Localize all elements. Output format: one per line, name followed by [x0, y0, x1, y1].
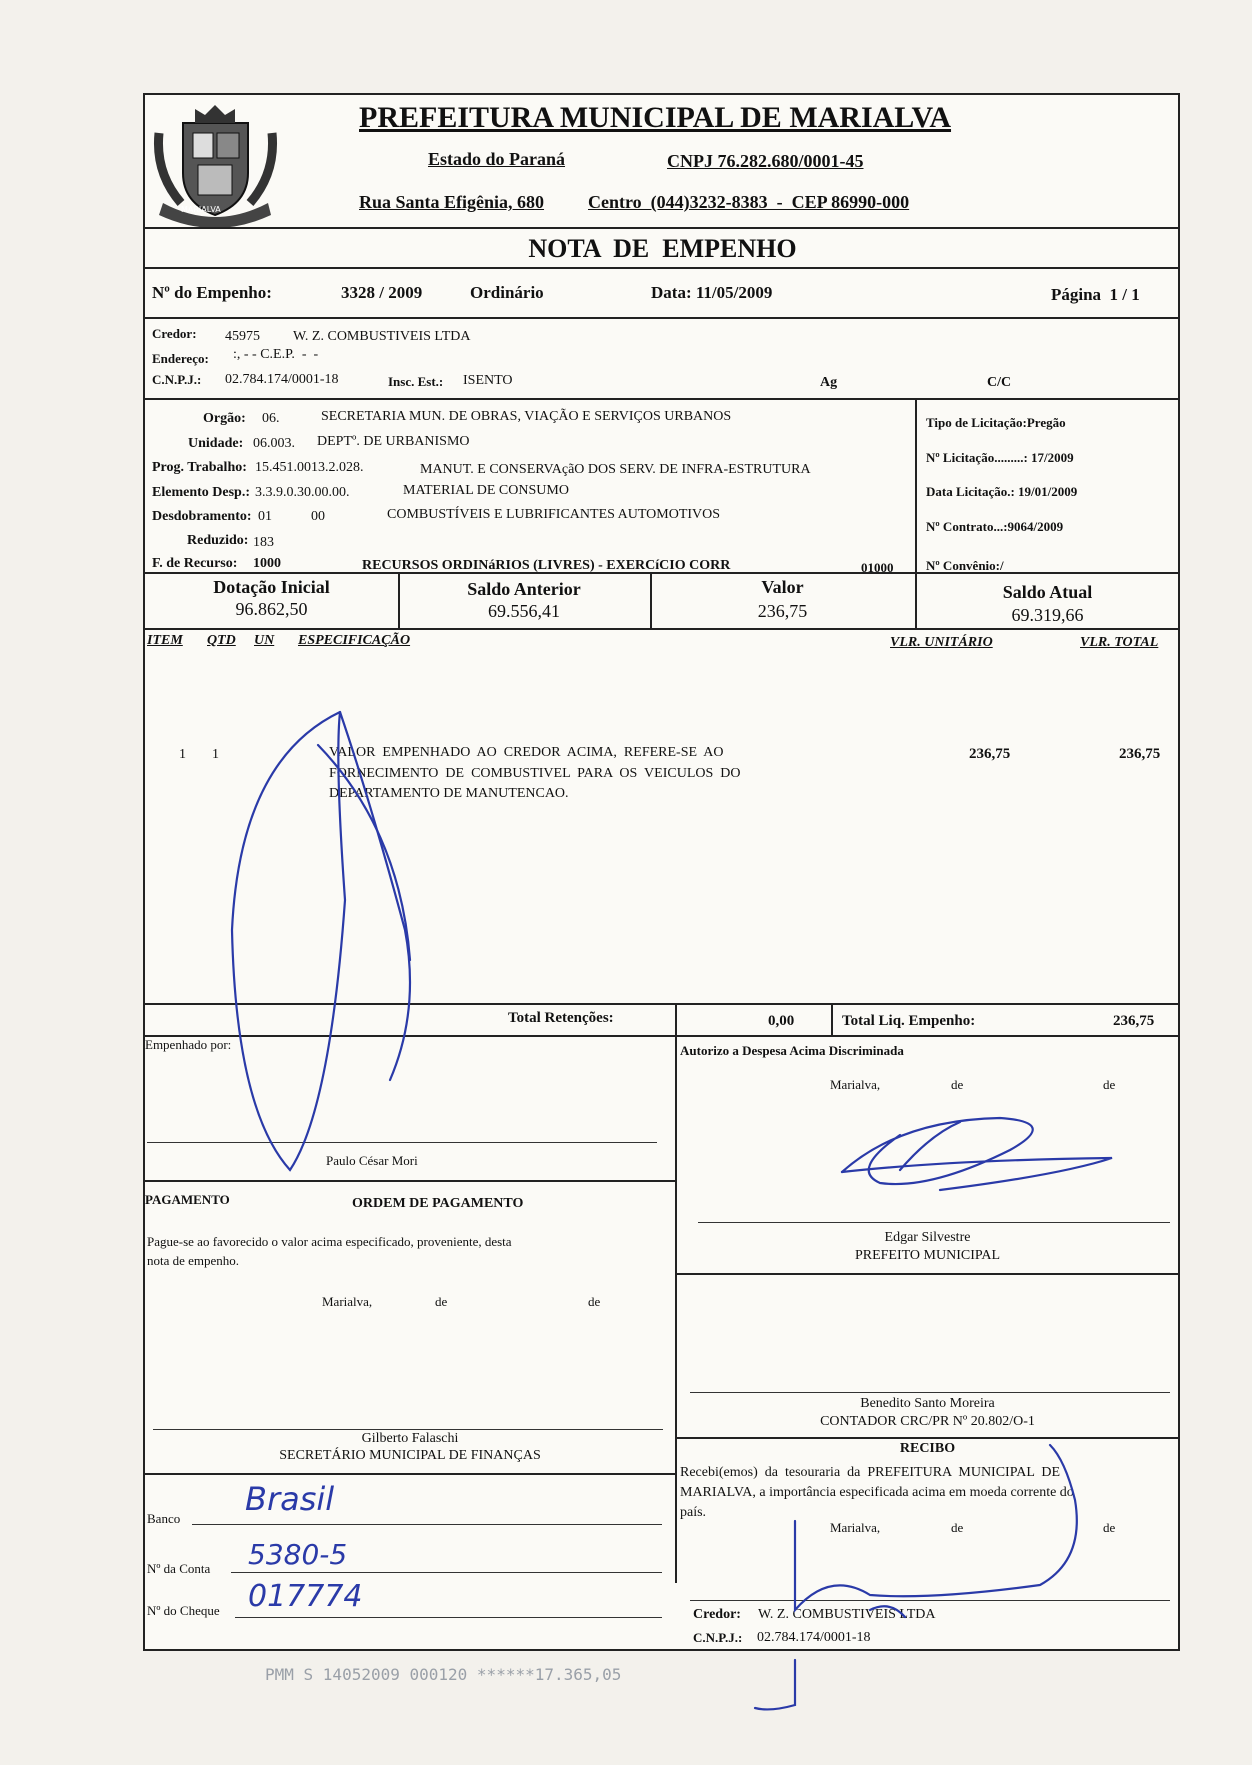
autorizo-city: Marialva,: [830, 1077, 881, 1092]
empenhado-label: Empenhado por:: [145, 1037, 232, 1052]
pagamento-text-1: Pague-se ao favorecido o valor acima especificado, proveniente, desta: [147, 1234, 512, 1249]
empenho-number: 3328 / 2009: [341, 283, 423, 302]
nota-de-empenho-form: [143, 93, 1180, 1651]
endereco-label: Endereço:: [152, 351, 209, 366]
conta-handwritten: 5380-5: [248, 1538, 348, 1571]
secretario-name: Gilberto Falaschi: [361, 1431, 459, 1446]
recibo-text-3: país.: [680, 1505, 707, 1520]
recibo-text-1: Recebi(emos) da tesouraria da PREFEITURA MUNICIPAL DE: [680, 1465, 1061, 1480]
col-qtd: QTD: [207, 633, 236, 648]
cheque-handwritten: 017774: [248, 1579, 363, 1614]
col-vlr-unitario: VLR. UNITÁRIO: [890, 635, 993, 650]
orgao-code: 06.: [262, 411, 280, 426]
cheque-label: Nº do Cheque: [147, 1603, 220, 1618]
item-desc-line-2: FORNECIMENTO DE COMBUSTIVEL PARA OS VEICULOS DO: [329, 766, 741, 781]
prefeito-name: Edgar Silvestre: [884, 1230, 971, 1245]
page-title: PREFEITURA MUNICIPAL DE MARIALVA: [359, 101, 952, 134]
recibo-cnpj-value: 02.784.174/0001-18: [757, 1630, 871, 1645]
numero-contrato: Nº Contrato...:9064/2009: [926, 519, 1064, 534]
empenho-date: Data: 11/05/2009: [651, 283, 773, 302]
secretario-role: SECRETÁRIO MUNICIPAL DE FINANÇAS: [279, 1448, 541, 1463]
autorizo-de-2: de: [1103, 1077, 1116, 1092]
numero-convenio: Nº Convênio:/: [926, 558, 1004, 573]
recibo-cnpj-label: C.N.P.J.:: [693, 1630, 743, 1645]
insc-value: ISENTO: [463, 373, 513, 388]
recibo-label: RECIBO: [899, 1441, 956, 1456]
document-title: NOTA DE EMPENHO: [528, 234, 797, 263]
total-retencoes-value: 0,00: [768, 1013, 795, 1029]
autorizo-label: Autorizo a Despesa Acima Discriminada: [680, 1043, 904, 1058]
pagamento-de-1: de: [435, 1294, 448, 1309]
valor-label: Valor: [761, 577, 804, 597]
contador-name: Benedito Santo Moreira: [860, 1396, 995, 1411]
unidade-code: 06.003.: [253, 436, 295, 451]
data-licitacao: Data Licitação.: 19/01/2009: [926, 484, 1078, 499]
tipo-licitacao: Tipo de Licitação:Pregão: [926, 415, 1066, 430]
credor-cnpj-label: C.N.P.J.:: [152, 372, 202, 387]
orgao-desc: SECRETARIA MUN. DE OBRAS, VIAÇÃO E SERVIÇOS URBANOS: [321, 409, 732, 424]
recibo-de-1: de: [951, 1520, 964, 1535]
autorizo-de-1: de: [951, 1077, 964, 1092]
header-cnpj: CNPJ 76.282.680/0001-45: [667, 151, 864, 171]
recibo-text-2: MARIALVA, a importância especificada acima em moeda corrente do: [680, 1485, 1074, 1500]
insc-label: Insc. Est.:: [388, 374, 444, 389]
col-vlr-total: VLR. TOTAL: [1080, 635, 1159, 650]
prefeito-role: PREFEITO MUNICIPAL: [854, 1248, 1001, 1263]
page-number: Página 1 / 1: [1051, 285, 1140, 304]
ag-label: Ag: [820, 375, 838, 390]
crest-text: MARIALVA: [181, 205, 221, 214]
pagamento-city: Marialva,: [322, 1294, 373, 1309]
pagamento-de-2: de: [588, 1294, 601, 1309]
unidade-desc: DEPTº. DE URBANISMO: [317, 434, 470, 449]
recurso-desc: RECURSOS ORDINáRIOS (LIVRES) - EXERCíCIO CORR: [362, 558, 731, 573]
recibo-credor-label: Credor:: [693, 1607, 741, 1622]
item-desc-line-3: DEPARTAMENTO DE MANUTENCAO.: [329, 786, 569, 801]
elemento-desc: MATERIAL DE CONSUMO: [403, 483, 569, 498]
prog-desc: MANUT. E CONSERVAçãO DOS SERV. DE INFRA-ESTRUTURA: [420, 462, 811, 477]
col-especificacao: ESPECIFICAÇÃO: [298, 633, 411, 648]
desdobramento-label: Desdobramento:: [152, 509, 252, 524]
ordem-pagamento-label: ORDEM DE PAGAMENTO: [352, 1196, 524, 1211]
processing-stamp: PMM S 14052009 000120 ******17.365,05: [265, 1665, 622, 1684]
recibo-city: Marialva,: [830, 1520, 881, 1535]
item-qtd: 1: [212, 747, 219, 762]
reduzido-label: Reduzido:: [187, 533, 249, 548]
total-retencoes-label: Total Retenções:: [508, 1010, 614, 1026]
prog-code: 15.451.0013.2.028.: [255, 460, 364, 475]
col-item: ITEM: [147, 633, 183, 648]
recibo-de-2: de: [1103, 1520, 1116, 1535]
recurso-code: 1000: [253, 556, 281, 571]
banco-handwritten: Brasil: [245, 1480, 335, 1518]
empenho-label: Nº do Empenho:: [152, 283, 272, 302]
item-unit-value: 236,75: [969, 746, 1011, 762]
credor-code: 45975: [225, 329, 260, 344]
endereco-value: :, - - C.E.P. - -: [233, 347, 319, 362]
dotacao-label: Dotação Inicial: [213, 577, 330, 597]
orgao-label: Orgão:: [203, 411, 246, 426]
cc-label: C/C: [987, 375, 1012, 390]
saldo-atual-value: 69.319,66: [1011, 605, 1084, 625]
credor-name: W. Z. COMBUSTIVEIS LTDA: [293, 329, 471, 344]
empenhado-name: Paulo César Mori: [326, 1153, 418, 1168]
saldo-atual-label: Saldo Atual: [1002, 582, 1093, 602]
banco-label: Banco: [147, 1511, 181, 1526]
saldo-anterior-value: 69.556,41: [488, 601, 560, 621]
pagamento-text-2: nota de empenho.: [147, 1253, 240, 1268]
desdobramento-a: 01: [258, 509, 272, 524]
valor-value: 236,75: [757, 601, 808, 621]
pagamento-label: PAGAMENTO: [145, 1192, 230, 1207]
desdobramento-desc: COMBUSTÍVEIS E LUBRIFICANTES AUTOMOTIVOS: [387, 507, 721, 522]
dotacao-value: 96.862,50: [235, 599, 308, 619]
col-un: UN: [254, 633, 275, 648]
numero-licitacao: Nº Licitação.........: 17/2009: [926, 450, 1074, 465]
item-total-value: 236,75: [1119, 746, 1161, 762]
empenho-type: Ordinário: [470, 283, 544, 302]
header-address-rest: Centro (044)3232-8383 - CEP 86990-000: [588, 192, 910, 212]
elemento-label: Elemento Desp.:: [152, 485, 250, 500]
item-number: 1: [179, 747, 186, 762]
recurso-label: F. de Recurso:: [152, 556, 238, 571]
desdobramento-b: 00: [311, 509, 325, 524]
contador-role: CONTADOR CRC/PR Nº 20.802/O-1: [820, 1414, 1035, 1429]
recibo-credor-value: W. Z. COMBUSTIVEIS LTDA: [758, 1607, 936, 1622]
credor-label: Credor:: [152, 326, 197, 341]
unidade-label: Unidade:: [188, 436, 244, 451]
conta-label: Nº da Conta: [147, 1561, 211, 1576]
total-liquido-value: 236,75: [1113, 1013, 1155, 1029]
recurso-num: 01000: [861, 560, 894, 575]
item-desc-line-1: VALOR EMPENHADO AO CREDOR ACIMA, REFERE-SE AO: [329, 745, 724, 760]
prog-label: Prog. Trabalho:: [152, 460, 247, 475]
elemento-code: 3.3.9.0.30.00.00.: [255, 485, 350, 500]
credor-cnpj-value: 02.784.174/0001-18: [225, 372, 339, 387]
header-street: Rua Santa Efigênia, 680: [359, 192, 545, 212]
saldo-anterior-label: Saldo Anterior: [467, 579, 581, 599]
total-liquido-label: Total Liq. Empenho:: [842, 1013, 976, 1029]
reduzido-value: 183: [253, 535, 274, 550]
state-name: Estado do Paraná: [428, 149, 566, 169]
